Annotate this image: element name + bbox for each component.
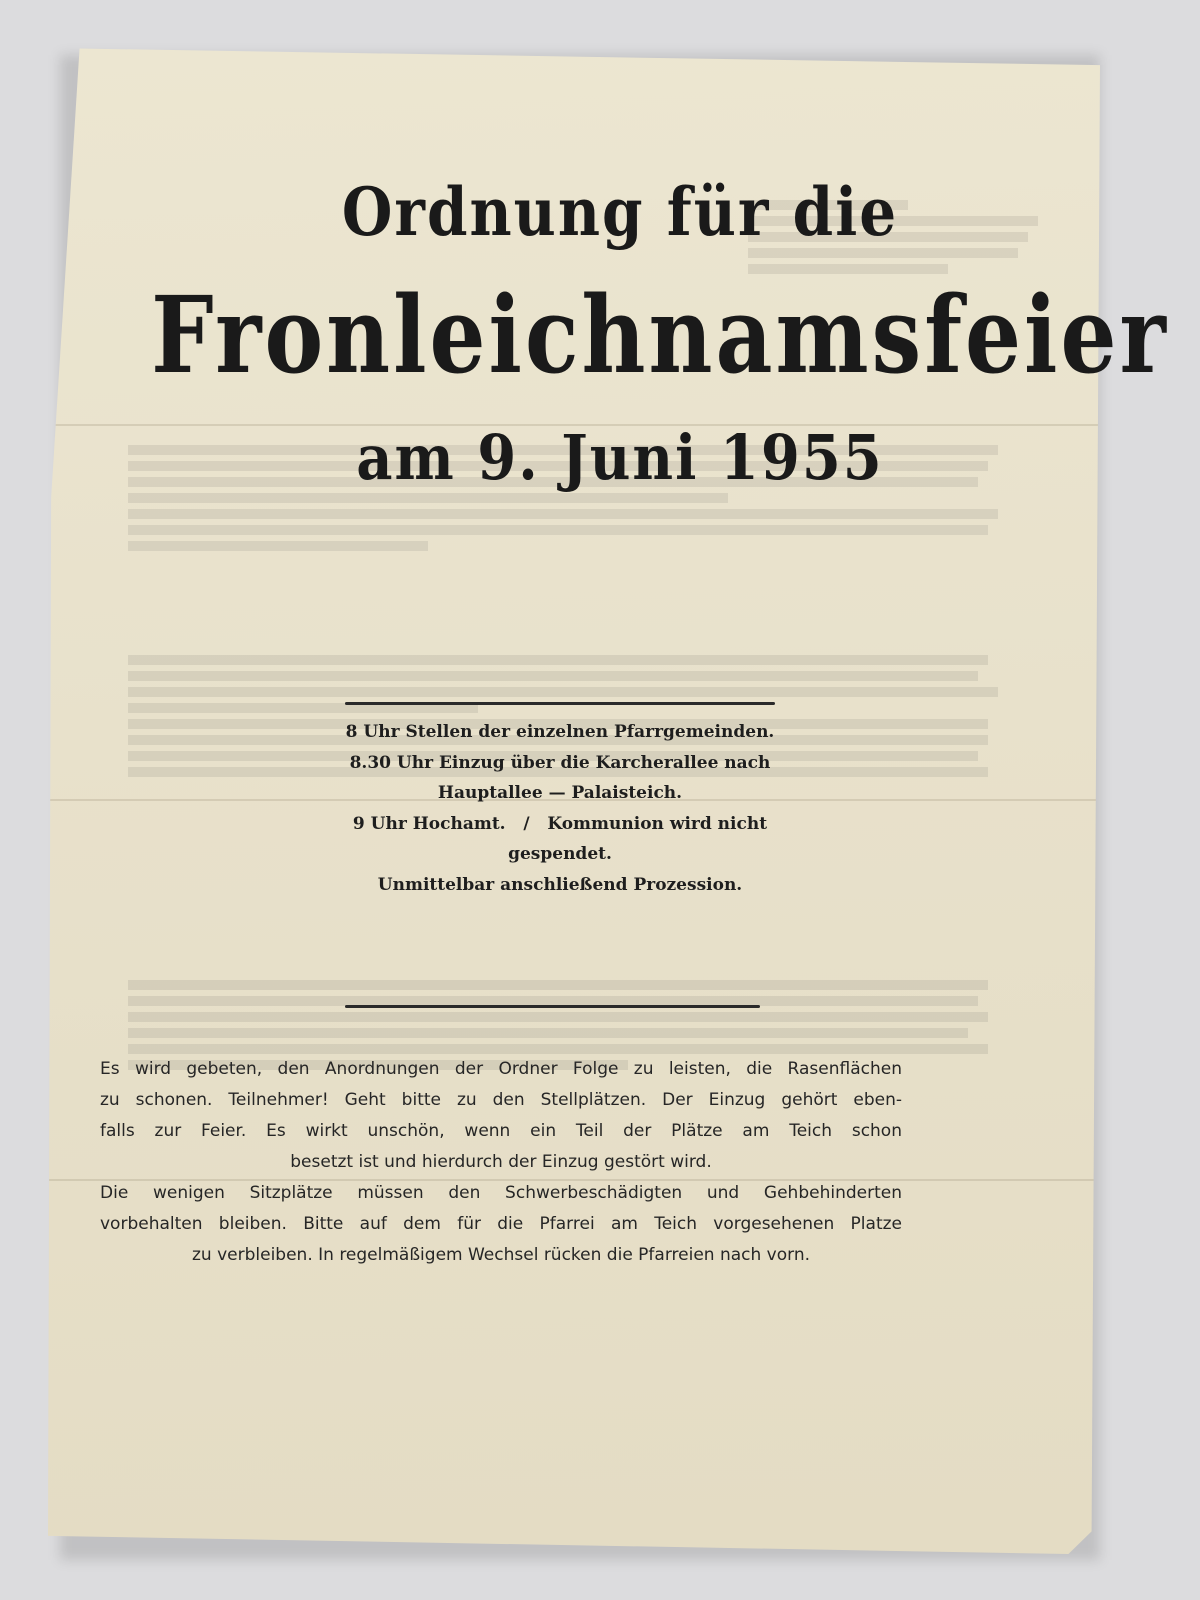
notice-line: zu verbleiben. In regelmäßigem Wechsel rücken die Pfarreien nach vorn. bbox=[191, 1245, 811, 1265]
schedule-line: 9 Uhr Hochamt. / Kommunion wird nicht bbox=[352, 813, 768, 834]
notice-line: Die wenigen Sitzplätze müssen den Schwerbeschädigten und Gehbehinderten bbox=[100, 1183, 902, 1203]
schedule-block bbox=[250, 717, 870, 900]
divider-rule-bottom bbox=[345, 1005, 760, 1008]
schedule-line: 8 Uhr Stellen der einzelnen Pfarrgemeinden. bbox=[345, 722, 775, 742]
divider-rule-top bbox=[345, 702, 775, 705]
notice-line: falls zur Feier. Es wirkt unschön, wenn ein Teil der Plätze am Teich schon bbox=[100, 1121, 902, 1141]
title-line-3: am 9. Juni 1955 bbox=[356, 421, 884, 495]
schedule-line: Unmittelbar anschließend Prozession. bbox=[377, 874, 743, 895]
schedule-line: Hauptallee — Palaisteich. bbox=[437, 783, 683, 803]
notice-paragraph bbox=[100, 1054, 902, 1271]
title-line-2: Fronleichnamsfeier bbox=[151, 272, 1169, 398]
schedule-line: 8.30 Uhr Einzug über die Karcherallee nach bbox=[349, 752, 771, 773]
title-line-1: Ordnung für die bbox=[341, 172, 899, 252]
notice-line: Es wird gebeten, den Anordnungen der Ordner Folge zu leisten, die Rasenflächen bbox=[100, 1059, 902, 1079]
notice-line: zu schonen. Teilnehmer! Geht bitte zu den Stellplätzen. Der Einzug gehört eben- bbox=[100, 1090, 902, 1110]
notice-line: vorbehalten bleiben. Bitte auf dem für die Pfarrei am Teich vorgesehenen Platze bbox=[100, 1214, 902, 1234]
schedule-line: gespendet. bbox=[508, 844, 612, 864]
notice-line: besetzt ist und hierdurch der Einzug gestört wird. bbox=[290, 1152, 712, 1172]
